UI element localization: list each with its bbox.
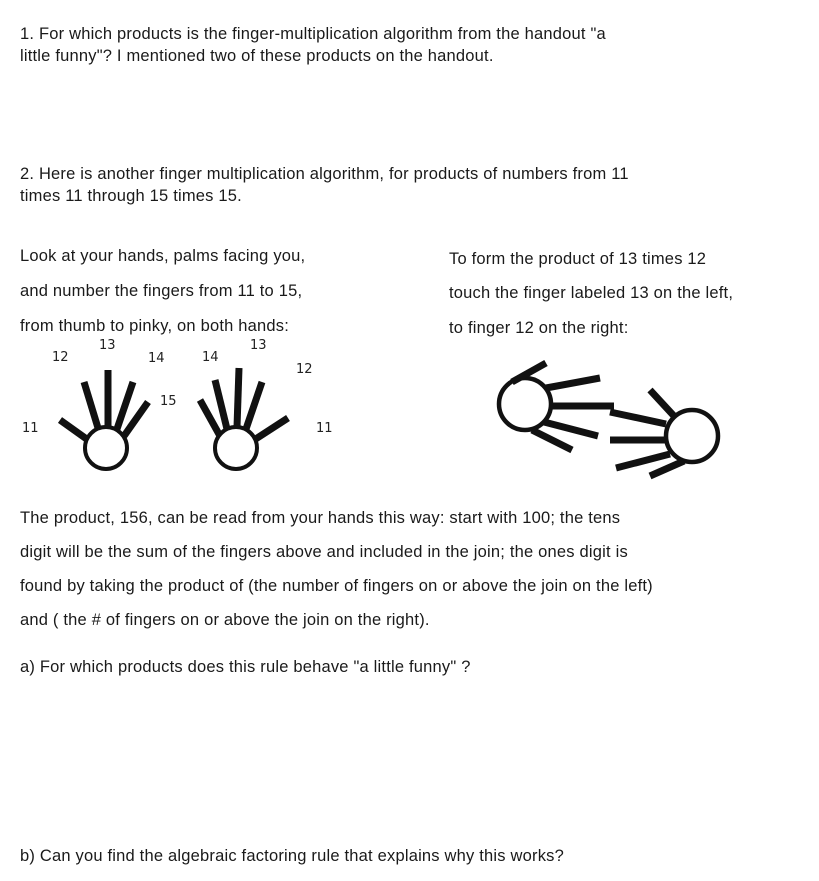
right-finger-14 — [215, 380, 227, 429]
left-col-line-1: Look at your hands, palms facing you, — [20, 247, 306, 265]
joined-left-finger-14 — [544, 422, 598, 436]
joined-right-finger-14 — [616, 454, 670, 468]
joined-right-thumb — [650, 390, 674, 416]
left-label-12: 12 — [52, 350, 69, 365]
right-thumb — [254, 418, 288, 440]
left-label-15: 15 — [160, 394, 177, 409]
joined-hands-illustration — [480, 360, 740, 480]
left-col-line-3: from thumb to pinky, on both hands: — [20, 317, 290, 335]
explanation-line-4: and ( the # of fingers on or above the join on the right). — [20, 611, 430, 629]
explanation-line-3: found by taking the product of (the number of fingers on or above the join on the left) — [20, 577, 653, 595]
right-label-12: 12 — [296, 362, 313, 377]
q2-line-1: 2. Here is another finger multiplication algorithm, for products of numbers from 11 — [20, 165, 629, 183]
joined-left-pinky — [532, 430, 572, 450]
joined-left-palm — [499, 378, 551, 430]
part-a-question: a) For which products does this rule behave "a little funny" ? — [20, 658, 471, 676]
left-label-11: 11 — [22, 421, 39, 436]
left-col-line-2: and number the fingers from 11 to 15, — [20, 282, 303, 300]
right-label-11: 11 — [316, 421, 333, 436]
part-b-question: b) Can you find the algebraic factoring rule that explains why this works? — [20, 847, 564, 865]
explanation-line-2: digit will be the sum of the fingers above and included in the join; the ones digit is — [20, 543, 628, 561]
right-finger-13 — [237, 368, 239, 427]
joined-right-palm — [666, 410, 718, 462]
right-col-line-3: to finger 12 on the right: — [449, 319, 629, 337]
joined-right-pinky — [650, 461, 684, 476]
right-pinky — [200, 400, 220, 436]
left-thumb — [60, 420, 88, 440]
right-label-14: 14 — [202, 350, 219, 365]
right-col-line-1: To form the product of 13 times 12 — [449, 250, 707, 268]
left-label-14: 14 — [148, 351, 165, 366]
right-finger-12 — [246, 382, 262, 429]
two-hands-illustration — [40, 340, 340, 480]
joined-left-finger-12 — [546, 378, 600, 388]
left-finger-12 — [84, 382, 98, 428]
q1-line-1: 1. For which products is the finger-multiplication algorithm from the handout "a — [20, 25, 606, 43]
right-col-line-2: touch the finger labeled 13 on the left, — [449, 284, 734, 302]
left-palm — [85, 427, 127, 469]
q2-line-2: times 11 through 15 times 15. — [20, 187, 242, 205]
joined-right-finger-12 — [610, 412, 666, 424]
left-hand-drawing — [60, 370, 148, 469]
right-hand-drawing — [200, 368, 288, 469]
left-label-13: 13 — [99, 338, 116, 353]
q1-line-2: little funny"? I mentioned two of these products on the handout. — [20, 47, 494, 65]
right-label-13: 13 — [250, 338, 267, 353]
explanation-line-1: The product, 156, can be read from your hands this way: start with 100; the tens — [20, 509, 621, 527]
